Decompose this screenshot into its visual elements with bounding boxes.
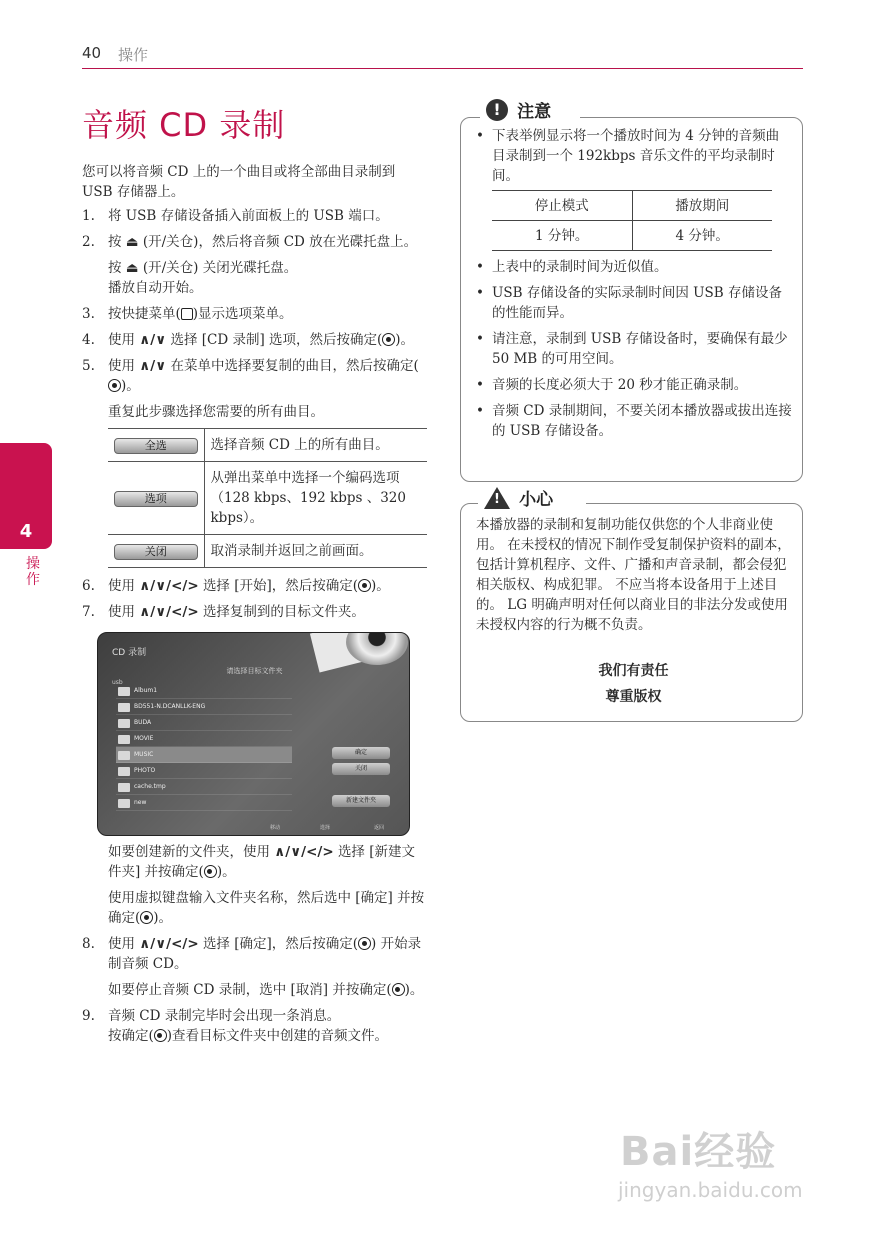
step-number: 3. [82,306,95,322]
enter-icon [204,865,217,878]
step-1 [82,206,427,226]
close-button[interactable]: 关闭 [332,763,390,775]
list-item: • 请注意，录制到 USB 存储设备时，要确保有最少 50 MB 的可用空间。 [474,329,792,369]
folder-item-selected[interactable]: MUSIC [116,747,292,763]
table-cell [108,429,204,462]
table-row [108,535,427,568]
folder-item[interactable]: Album1 [116,683,292,699]
enter-icon [358,937,371,950]
table-header: 播放期间 [632,191,772,221]
folder-icon [118,687,130,696]
step-text: (开/关仓)，然后将音频 CD 放在光碟托盘上。 [142,234,418,250]
sub-text: )。 [216,864,236,880]
ok-button[interactable]: 确定 [332,747,390,759]
sub-text: )。 [153,910,173,926]
left-column [82,162,427,1052]
caution-title: 小心 [519,490,554,510]
table-cell [108,462,204,535]
intro-text: 您可以将音频 CD 上的一个曲目或将全部曲目录制到 USB 存储器上。 [82,164,396,200]
arrow-keys-icon: ∧/∨/</> [274,844,334,860]
step-number: 4. [82,332,95,348]
step-text: 使用 [108,332,135,348]
table-row [492,221,772,251]
step-8 [82,934,427,974]
page-section: 操作 [118,46,149,64]
sub-text: 使用虚拟键盘输入文件夹名称，然后选中 [确定] 并按确定( [108,890,425,926]
eject-icon: ⏏ [125,234,139,250]
footer-select: 选择 [320,825,331,831]
enter-icon [382,333,395,346]
folder-item[interactable]: BUDA [116,715,292,731]
options-table [108,428,427,568]
folder-icon [118,703,130,712]
arrow-keys-icon: ∧/∨ [139,332,167,348]
screen-title: CD 录制 [112,648,147,658]
cd-record-screen [97,632,410,836]
folder-icon [118,719,130,728]
list-item: • USB 存储设备的实际录制时间因 USB 存储设备的性能而异。 [474,283,792,323]
folder-icon [118,783,130,792]
table-header: 停止模式 [492,191,632,221]
caution-slogan-2: 尊重版权 [605,689,662,705]
step-text: 选择复制到的目标文件夹。 [202,604,365,620]
header-rule [82,68,803,69]
chapter-number: 4 [19,521,33,542]
usb-label: usb [112,679,123,686]
sub-text: 如要停止音频 CD 录制，选中 [取消] 并按确定( [108,982,392,998]
arrow-keys-icon: ∧/∨/</> [139,578,199,594]
step-number: 9. [82,1008,95,1024]
table-cell [108,535,204,568]
screen-prompt: 请选择目标文件夹 [226,667,283,675]
enter-icon [154,1029,167,1042]
step-text: 选择 [确定]，然后按确定( [202,936,359,952]
enter-icon [108,379,121,392]
folder-item[interactable]: PHOTO [116,763,292,779]
step-text: 将 USB 存储设备插入前面板上的 USB 端口。 [108,208,389,224]
step-6 [82,576,427,596]
step-text: 选择 [开始]，然后按确定( [202,578,359,594]
sub-text: )。 [404,982,424,998]
options-button[interactable]: 选项 [114,491,198,507]
caution-heading [478,485,586,509]
list-item: • 音频的长度必须大于 20 秒才能正确录制。 [474,375,792,395]
arrow-keys-icon: ∧/∨/</> [139,936,199,952]
step-text: 按快捷菜单( [108,306,181,322]
page-title: 音频 CD 录制 [82,106,286,144]
step-3 [82,304,427,324]
folder-icon [118,767,130,776]
step-text: 在菜单中选择要复制的曲目，然后按确定( [170,358,419,374]
quick-menu-icon [181,308,193,320]
watermark-logo: Bai经验 [620,1129,777,1175]
sub-text: 按 [108,260,122,276]
note-list [474,126,792,447]
page-number: 40 [82,44,102,62]
list-item: • 上表中的录制时间为近似值。 [474,257,792,277]
step-text: 使用 [108,578,135,594]
step-text: 选择 [CD 录制] 选项，然后按确定( [170,332,383,348]
folder-icon [118,735,130,744]
folder-list [116,683,292,811]
step-text: )显示选项菜单。 [192,306,293,322]
table-cell: 1 分钟。 [492,221,632,251]
sub-text: 播放自动开始。 [108,280,203,296]
step-2 [82,232,427,252]
step-number: 1. [82,208,95,224]
warning-icon [484,487,510,509]
step-7-sub-2 [82,888,427,928]
arrow-keys-icon: ∧/∨/</> [139,604,199,620]
caution-text: 本播放器的录制和复制功能仅供您的个人非商业使用。 在未授权的情况下制作受复制保护资料的副本，包括计算机程序、文件、广播和声音录制，都会侵犯相关版权、构成犯罪。 不应当将本设备用于上述目的。 LG 明确声明对任何以商业目的非法分发或使用未授权内容的行为概不负责。 [476,517,791,633]
footer-back: 返回 [374,825,385,831]
recording-time-table [492,190,772,251]
step-text: ) 开始录制音频 CD。 [108,936,422,972]
folder-icon [118,799,130,808]
sub-text: 选择 [新建文件夹] 并按确定( [108,844,415,880]
note-title: 注意 [517,102,552,122]
step-text: 按 [108,234,122,250]
step-text: )。 [371,578,390,594]
step-5 [82,356,427,396]
step-number: 8. [82,936,95,952]
table-cell: 4 分钟。 [632,221,772,251]
folder-icon [118,751,130,760]
sub-text: 如要创建新的文件夹，使用 [108,844,270,860]
arrow-keys-icon: ∧/∨ [139,358,167,374]
watermark-url: jingyan.baidu.com [618,1178,803,1202]
folder-item[interactable]: cache.tmp [116,779,292,795]
exclamation-icon: ! [486,99,508,121]
enter-icon [140,911,153,924]
note-heading [480,97,580,122]
step-9 [82,1006,427,1046]
folder-item[interactable]: MOVIE [116,731,292,747]
table-cell: 取消录制并返回之前画面。 [204,535,427,568]
step-7 [82,602,427,622]
step-2-sub [82,258,427,298]
folder-item[interactable]: BD551-N.DCANLLK-ENG [116,699,292,715]
step-text: )。 [395,332,415,348]
step-number: 5. [82,358,95,374]
step-text: 使用 [108,604,135,620]
step-8-sub [82,980,427,1000]
new-folder-button[interactable]: 新建文件夹 [332,795,390,807]
table-row [492,191,772,221]
table-row [108,429,427,462]
step-number: 7. [82,604,95,620]
eject-icon: ⏏ [125,260,139,276]
sub-text: (开/关仓) 关闭光碟托盘。 [142,260,298,276]
enter-icon [358,579,371,592]
step-number: 2. [82,234,95,250]
enter-icon [392,983,405,996]
step-7-sub-1 [82,842,427,882]
table-row [108,462,427,535]
chapter-label: 操作 [26,556,40,588]
step-5-sub: 重复此步骤选择您需要的所有曲目。 [108,404,324,420]
step-text: 使用 [108,358,135,374]
step-text: )查看目标文件夹中创建的音频文件。 [166,1028,389,1044]
step-text: 音频 CD 录制完毕时会出现一条消息。 [108,1008,341,1024]
step-text: 使用 [108,936,135,952]
select-all-button[interactable]: 全选 [114,438,198,454]
folder-item[interactable]: new [116,795,292,811]
caution-slogan-1: 我们有责任 [598,663,669,679]
footer-move: 移动 [270,825,281,831]
step-number: 6. [82,578,95,594]
list-item: • 音频 CD 录制期间，不要关闭本播放器或拔出连接的 USB 存储设备。 [474,401,792,441]
list-item: • 下表举例显示将一个播放时间为 4 分钟的音频曲目录制到一个 192kbps 音乐文件的平均录制时间。 停止模式 播放期间 1 分钟。 4 分钟。 [474,126,792,251]
step-text: )。 [121,378,140,394]
step-4 [82,330,427,350]
table-cell: 选择音频 CD 上的所有曲目。 [204,429,427,462]
close-button[interactable]: 关闭 [114,544,198,560]
table-cell: 从弹出菜单中选择一个编码选项（128 kbps、192 kbps 、320 kbps）。 [204,462,427,535]
step-text: 按确定( [108,1028,154,1044]
